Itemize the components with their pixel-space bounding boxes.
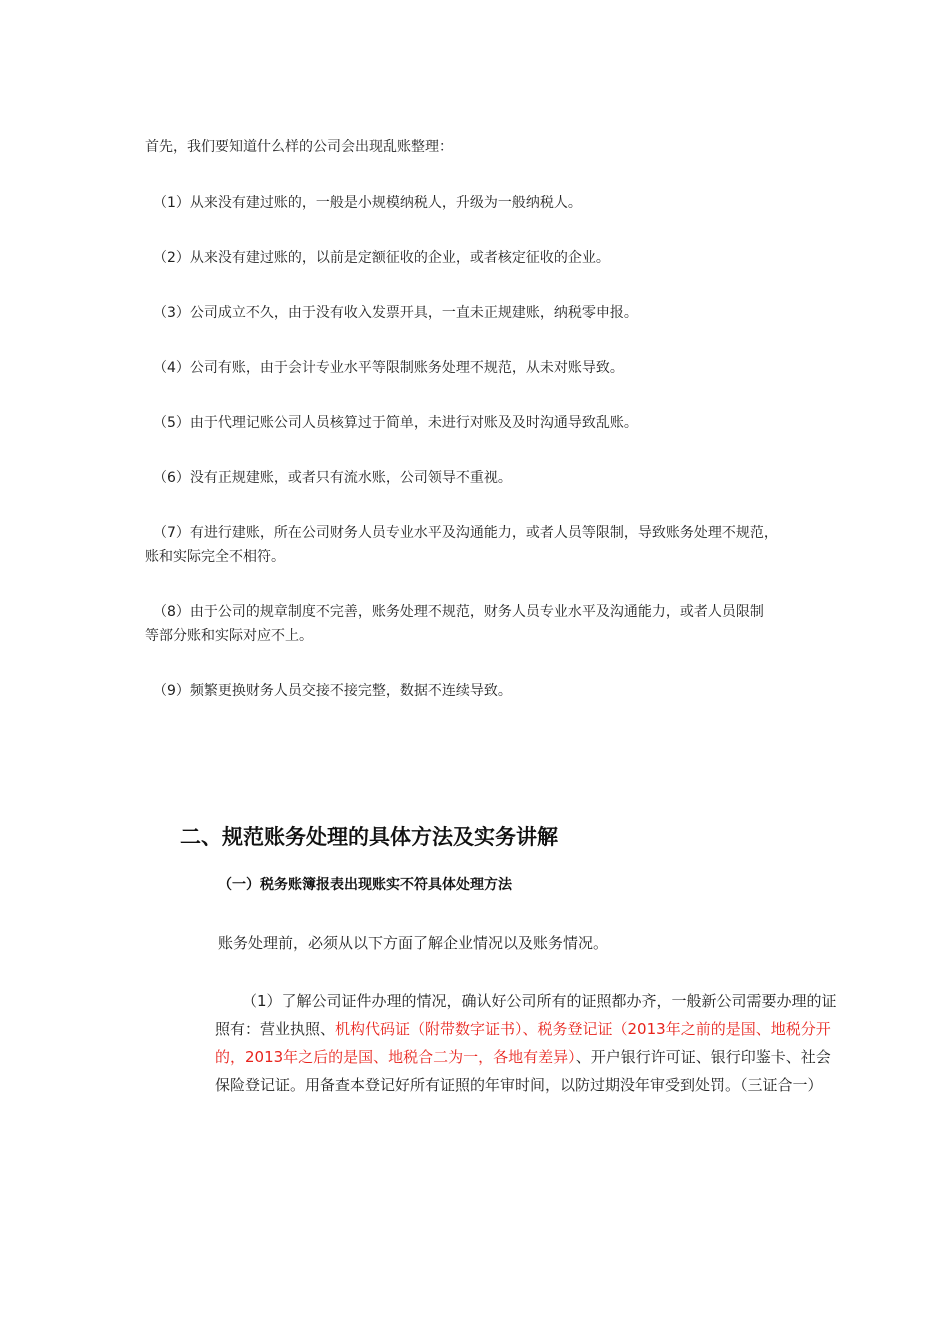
reason-8-continuation: 等部分账和实际对应不上。	[145, 628, 313, 644]
reason-2-text: （2）从来没有建过账的，以前是定额征收的企业，或者核定征收的企业。	[153, 250, 610, 266]
reason-list	[145, 191, 825, 734]
certificate-paragraph	[215, 987, 840, 1099]
lead-paragraph: 账务处理前，必须从以下方面了解企业情况以及账务情况。	[218, 934, 609, 952]
reason-item-9	[145, 679, 825, 703]
certificate-text-part2: 、开户银行许可证、银行印鉴卡、社会保险登记证。用备查本登记好所有证照的年审时间，以防过期没年审受到处罚。（三证合一）	[215, 1048, 831, 1094]
reason-item-8	[145, 600, 825, 648]
reason-9-text: （9）频繁更换财务人员交接不接完整，数据不连续导致。	[153, 683, 512, 699]
reason-item-7	[145, 521, 825, 569]
reason-item-2	[145, 246, 825, 270]
section-heading: 二、规范账务处理的具体方法及实务讲解	[180, 825, 558, 849]
certificate-highlight-red: 机构代码证（附带数字证书）、税务登记证（2013年之前的是国、地税分开的，2013年之后的是国、地税合二为一，各地有差异）	[215, 1020, 831, 1066]
reason-7-continuation: 账和实际完全不相符。	[145, 549, 285, 565]
reason-8-text: （8）由于公司的规章制度不完善，账务处理不规范，财务人员专业水平及沟通能力，或者人员限制	[153, 604, 764, 620]
reason-item-5	[145, 411, 825, 435]
reason-4-text: （4）公司有账，由于会计专业水平等限制账务处理不规范，从未对账导致。	[153, 360, 624, 376]
subsection-heading: （一）税务账簿报表出现账实不符具体处理方法	[218, 877, 512, 893]
reason-item-1	[145, 191, 825, 215]
reason-item-3	[145, 301, 825, 325]
reason-item-6	[145, 466, 825, 490]
reason-7-text: （7）有进行建账，所在公司财务人员专业水平及沟通能力，或者人员等限制，导致账务处理不规范，	[153, 525, 778, 541]
reason-6-text: （6）没有正规建账，或者只有流水账，公司领导不重视。	[153, 470, 512, 486]
intro-text: 首先，我们要知道什么样的公司会出现乱账整理：	[145, 139, 453, 155]
reason-item-4	[145, 356, 825, 380]
reason-1-text: （1）从来没有建过账的，一般是小规模纳税人，升级为一般纳税人。	[153, 195, 582, 211]
reason-5-text: （5）由于代理记账公司人员核算过于简单，未进行对账及及时沟通导致乱账。	[153, 415, 638, 431]
certificate-text-part1: （1）了解公司证件办理的情况，确认好公司所有的证照都办齐，一般新公司需要办理的证照有：营业执照、	[215, 992, 837, 1038]
reason-3-text: （3）公司成立不久，由于没有收入发票开具，一直未正规建账，纳税零申报。	[153, 305, 638, 321]
